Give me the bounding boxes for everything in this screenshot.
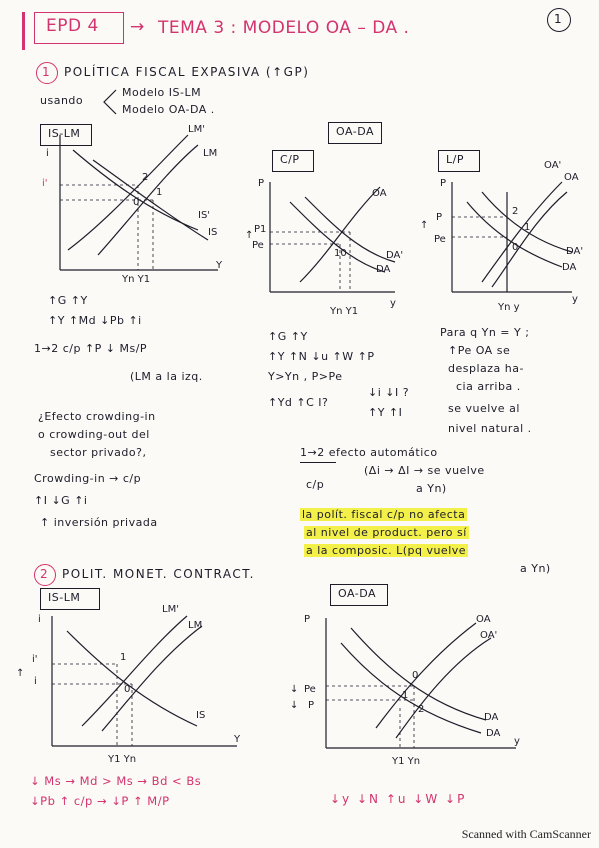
islm2-lm1-label: LM'	[162, 604, 179, 615]
oada2-y-axis-label: P	[304, 614, 311, 625]
cp-p1-label: P1	[254, 224, 267, 235]
mid-note-4: ↓i ↓I ?	[368, 386, 410, 399]
highlight-line-3: a Yn)	[520, 562, 551, 575]
lp-pt2: 2	[512, 206, 519, 217]
graph-cp	[245, 172, 404, 322]
islm2-x-axis-label: Y	[234, 734, 241, 745]
cp-da1-label: DA'	[386, 250, 404, 261]
highlight-line-1: al nivel de product. pero sí	[306, 526, 467, 539]
cp-pt: 10	[334, 248, 347, 259]
cp-da-label: DA	[376, 264, 391, 275]
oada2-pe-arrow: ↓	[290, 684, 299, 695]
oada2-da-label: DA	[484, 712, 499, 723]
section1-number: 1	[42, 65, 51, 79]
left-note-6: sector privado?,	[50, 446, 147, 459]
lp-oa1-label: OA'	[544, 160, 562, 171]
mid-note-5: ↑Y ↑I	[368, 406, 403, 419]
lp-p-label: P	[436, 212, 443, 223]
oada2-p-arrow: ↓	[290, 700, 299, 711]
cp-x-axis-label: y	[390, 298, 396, 309]
lp-pe-label: Pe	[434, 234, 446, 245]
oada2-pt2: 2	[418, 704, 425, 715]
cp-oa-label: OA	[372, 188, 387, 199]
auto-effect-2: a Yn)	[416, 482, 447, 495]
section2-title: POLIT. MONET. CONTRACT.	[62, 567, 255, 581]
islm1-y-axis-label: i	[46, 148, 49, 159]
graph-islm-2	[12, 606, 242, 766]
oada2-pe-label: Pe	[304, 684, 316, 695]
arrow-icon: →	[130, 17, 145, 37]
bracket-icon	[100, 88, 120, 118]
page-title: TEMA 3 : MODELO OA – DA .	[158, 18, 410, 38]
oada2-oa1-label: OA'	[480, 630, 498, 641]
model-islm-label: Modelo IS-LM	[122, 86, 202, 99]
oada2-p-label: P	[308, 700, 315, 711]
auto-effect-0: 1→2 efecto automático	[300, 446, 438, 459]
oada2-box-label: OA-DA	[338, 587, 377, 600]
lp-box-label: L/P	[446, 153, 464, 166]
right-note-3: cia arriba .	[456, 380, 521, 393]
right-note-1: ↑Pe OA se	[448, 344, 511, 357]
left-note-3: (LM a la izq.	[130, 370, 203, 383]
islm1-i1-label: i'	[42, 178, 48, 189]
oada2-pt0: 0	[412, 670, 419, 681]
graph-oada-2	[290, 608, 536, 768]
oada2-da1-label: DA	[486, 728, 501, 739]
right-note-5: nivel natural .	[448, 422, 532, 435]
highlight-line-0: la polít. fiscal c/p no afecta	[302, 508, 466, 521]
left-note-7: Crowding-in → c/p	[34, 472, 142, 485]
mid-note-0: ↑G ↑Y	[268, 330, 308, 343]
left-note-1: ↑Y ↑Md ↓Pb ↑i	[48, 314, 142, 327]
auto-effect-rule	[300, 462, 336, 463]
lp-da1-label: DA'	[566, 246, 584, 257]
islm1-lm-label: LM	[203, 148, 218, 159]
left-note-8: ↑I ↓G ↑i	[34, 494, 88, 507]
epd-label: EPD 4	[46, 16, 99, 36]
right-note-0: Para q Yn = Y ;	[440, 326, 530, 339]
oada-box-1-label: OA-DA	[336, 125, 375, 138]
left-note-2: 1→2 c/p ↑P ↓ Ms/P	[34, 342, 148, 355]
lp-y-axis-label: P	[440, 178, 447, 189]
islm2-pt1: 1	[120, 652, 127, 663]
islm1-is1-label: IS'	[198, 210, 211, 221]
islm2-i-label: i	[34, 676, 37, 687]
bottom-left-line-1: ↓ Ms → Md > Ms → Bd < Bs	[30, 774, 202, 788]
mid-note-2: Y>Yn , P>Pe	[268, 370, 343, 383]
mid-note-1: ↑Y ↑N ↓u ↑W ↑P	[268, 350, 375, 363]
cp-pe-label: Pe	[252, 240, 264, 251]
model-oada-label: Modelo OA-DA .	[122, 103, 215, 116]
left-note-5: o crowding-out del	[38, 428, 150, 441]
islm2-arrow: ↑	[16, 668, 25, 679]
islm2-lm-label: LM	[188, 620, 203, 631]
islm2-y-axis-label: i	[38, 614, 41, 625]
lp-da-label: DA	[562, 262, 577, 273]
auto-effect-label: c/p	[306, 478, 325, 491]
cp-arrow: ↑	[245, 230, 254, 241]
section2-number: 2	[40, 567, 49, 581]
lp-x-ticks: Yn y	[498, 302, 520, 313]
left-margin-stroke	[22, 12, 25, 50]
lp-arrow: ↑	[420, 220, 429, 231]
islm1-x-ticks: Yn Y1	[122, 274, 151, 285]
islm1-pt0: 0	[133, 197, 140, 208]
islm2-box-label: IS-LM	[48, 591, 81, 604]
islm2-i1-label: i'	[32, 654, 38, 665]
left-note-0: ↑G ↑Y	[48, 294, 88, 307]
oada2-pt1: 1	[402, 690, 409, 701]
islm2-x-ticks: Y1 Yn	[108, 754, 137, 765]
lp-x-axis-label: y	[572, 294, 578, 305]
cp-box-label: C/P	[280, 153, 300, 166]
section1-title: POLÍTICA FISCAL EXPASIVA (↑GP)	[64, 65, 310, 79]
page-number: 1	[554, 12, 563, 26]
oada2-x-ticks: Y1 Yn	[392, 756, 421, 767]
cp-y-axis-label: P	[258, 178, 265, 189]
footer-watermark: Scanned with CamScanner	[461, 827, 591, 841]
auto-effect-1: (Δi → ΔI → se vuelve	[364, 464, 485, 477]
islm1-pt2: 2	[142, 172, 149, 183]
oada2-oa-label: OA	[476, 614, 491, 625]
cp-x-ticks: Yn Y1	[330, 306, 359, 317]
left-note-9: ↑ inversión privada	[40, 516, 158, 529]
lp-oa-label: OA	[564, 172, 579, 183]
lp-pt1: 1	[524, 222, 531, 233]
usando-label: usando	[40, 94, 84, 107]
mid-note-3: ↑Yd ↑C I?	[268, 396, 329, 409]
left-note-4: ¿Efecto crowding-in	[38, 410, 156, 423]
graph-lp	[420, 160, 584, 322]
islm1-lm1-label: LM'	[188, 124, 205, 135]
right-note-4: se vuelve al	[448, 402, 520, 415]
islm-box-label: IS-LM	[48, 127, 81, 140]
bottom-right-line: ↓y ↓N ↑u ↓W ↓P	[330, 792, 467, 806]
highlight-line-2: a la composic. L(pq vuelve	[306, 544, 467, 557]
bottom-left-line-2: ↓Pb ↑ c/p → ↓P ↑ M/P	[30, 794, 170, 808]
graph-islm-1	[38, 120, 228, 290]
islm1-x-axis-label: Y	[216, 260, 223, 271]
lp-pt0: 0	[512, 242, 519, 253]
oada2-x-axis-label: y	[514, 736, 520, 747]
islm2-is-label: IS	[196, 710, 206, 721]
right-note-2: desplaza ha-	[448, 362, 524, 375]
islm1-pt1: 1	[156, 187, 163, 198]
islm1-is-label: IS	[208, 227, 218, 238]
islm2-pt0: 0	[124, 684, 131, 695]
